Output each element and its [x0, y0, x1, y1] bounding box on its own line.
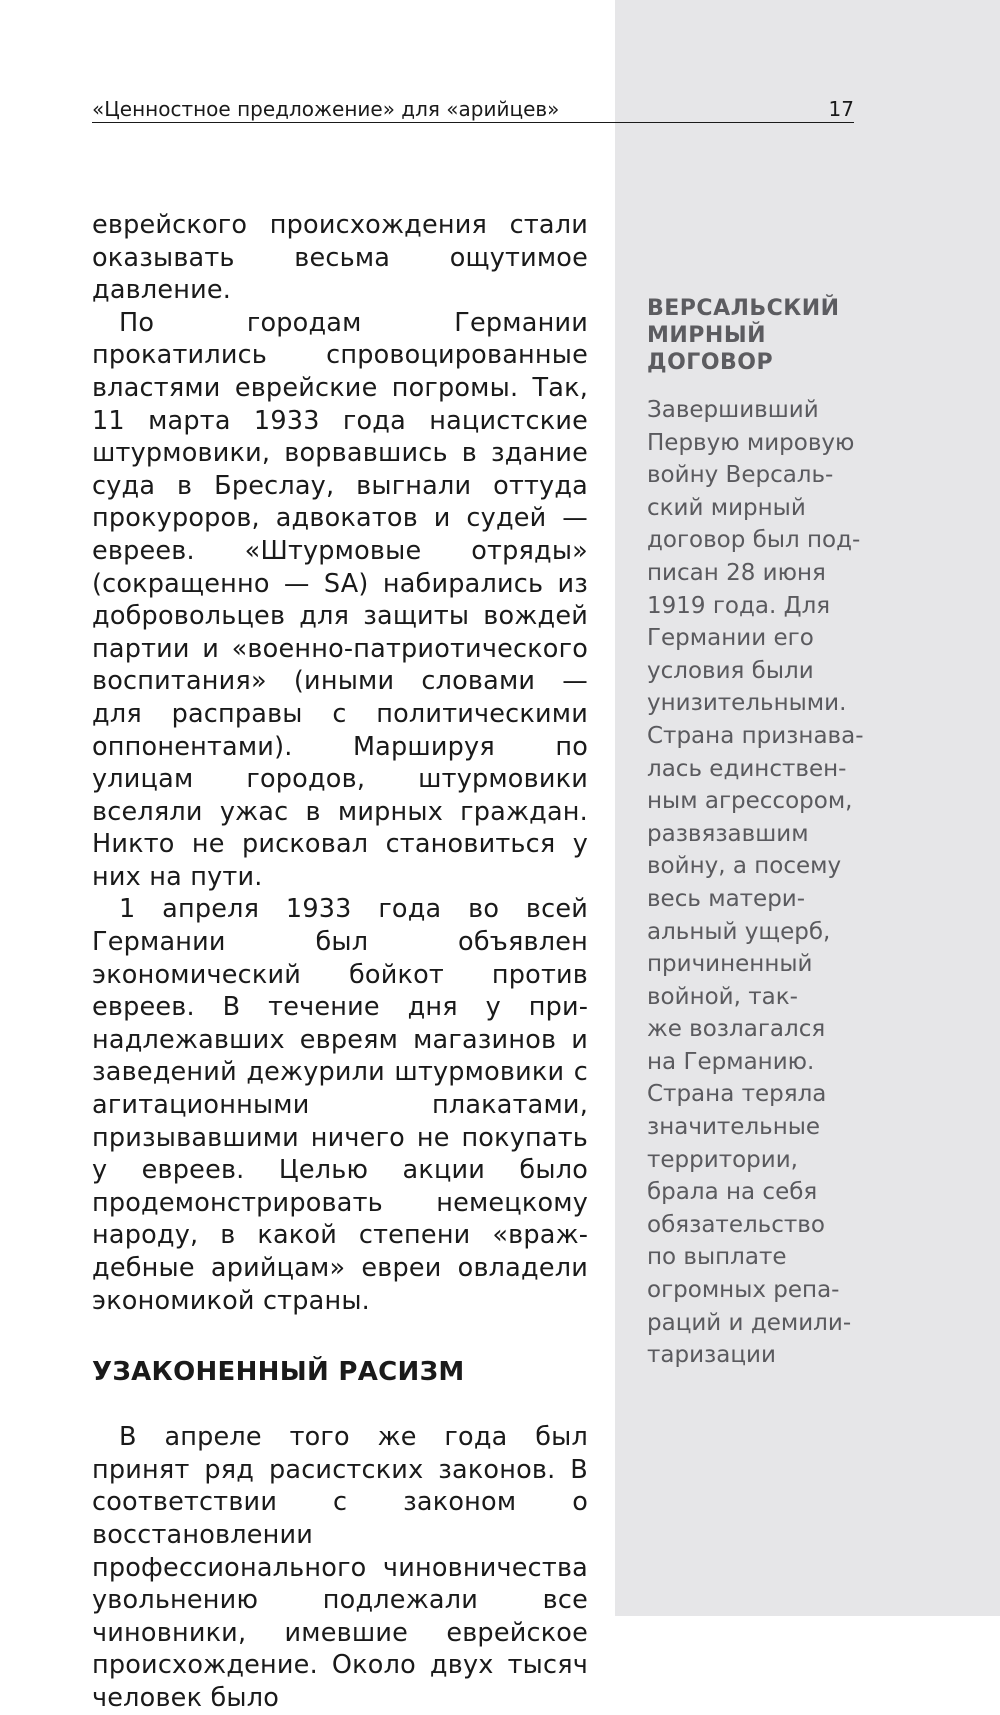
sidebar-heading-line: ВЕРСАЛЬСКИЙ: [647, 296, 840, 321]
sidebar-line: на Германию.: [647, 1048, 815, 1075]
sidebar-line: огромных репа-: [647, 1277, 840, 1304]
body-paragraph: еврейского происхождения стали оказывать весьма ощутимое давление.: [92, 210, 588, 306]
sidebar-line: условия были: [647, 657, 814, 684]
sidebar-line: альный ущерб,: [647, 918, 831, 945]
sidebar-line: Страна признава-: [647, 722, 864, 749]
sidebar-line: ский мирный: [647, 494, 806, 521]
page-number: 17: [828, 97, 854, 121]
sidebar-line: значительные: [647, 1114, 821, 1141]
body-paragraph: В апреле того же года был принят ряд расистских законов. В соответствии с законом о восстановлении профессионального чиновничества увольнению подлежали все чиновники, имевшие еврейское происхождение. Около двух тысяч человек было: [92, 1422, 588, 1713]
sidebar-line: войну, а посему: [647, 853, 842, 880]
sidebar-body: [647, 394, 872, 1372]
sidebar-line: обязательство: [647, 1211, 825, 1238]
body-paragraph: По городам Германии прокатились спровоцированные властями еврейские погромы. Так, 11 марта 1933 года нацистские штурмовики, ворвавшись в здание суда в Бреслау, выгнали оттуда прокуроров, адвокатов и судей — евреев. «Штурмовые отряды» (сокращенно — SA) набирались из добровольцев для защиты вождей партии и «военно-патриотического воспитания» (иными словами — для расправы с политическими оппонентами). Маршируя по улицам городов, штурмовики вселяли ужас в мирных граждан. Никто не рисковал становиться у них на пути.: [92, 307, 588, 892]
main-text-column: [92, 209, 588, 1715]
sidebar-line: брала на себя: [647, 1179, 818, 1206]
sidebar-line: развязавшим: [647, 820, 809, 847]
sidebar-line: Германии его: [647, 625, 814, 652]
sidebar-line: таризации: [647, 1342, 776, 1369]
sidebar-line: территории,: [647, 1146, 798, 1173]
sidebar-line: ным агрессором,: [647, 788, 853, 815]
sidebar-line: 1919 года. Для: [647, 592, 831, 619]
sidebar-line: раций и демили-: [647, 1309, 852, 1336]
section-heading: УЗАКОНЕННЫЙ РАСИЗМ: [92, 1357, 465, 1388]
sidebar-line: договор был под-: [647, 527, 861, 554]
sidebar-line: по выплате: [647, 1244, 787, 1271]
sidebar-heading-line: МИРНЫЙ: [647, 323, 767, 348]
running-title: «Ценностное предложение» для «арийцев»: [92, 97, 560, 121]
sidebar-line: лась единствен-: [647, 755, 847, 782]
sidebar-line: Страна теряла: [647, 1081, 827, 1108]
sidebar-line: писан 28 июня: [647, 559, 826, 586]
sidebar-heading: [647, 295, 872, 376]
sidebar-line: причиненный: [647, 951, 813, 978]
body-paragraph: 1 апреля 1933 года во всей Германии был объявлен экономический бойкот против евреев. В течение дня у принадлежавших евреям магазинов и заведений дежурили штурмовики с агитационными плакатами, призывавшими ничего не покупать у евреев. Целью акции было продемонстрировать немецкому народу, в какой степени «враждебные арийцам» евреи овладели экономикой страны.: [92, 894, 588, 1316]
sidebar-line: же возлагался: [647, 1016, 826, 1043]
running-header: [92, 96, 854, 123]
sidebar-line: весь матери-: [647, 885, 806, 912]
sidebar-line: войну Версаль-: [647, 462, 834, 489]
sidebar-line: войной, так-: [647, 983, 798, 1010]
sidebar-line: Завершивший: [647, 397, 819, 423]
sidebar-heading-line: ДОГОВОР: [647, 350, 774, 375]
sidebar-note: [647, 295, 872, 1372]
sidebar-line: унизительными.: [647, 690, 847, 717]
sidebar-line: Первую мировую: [647, 429, 855, 456]
